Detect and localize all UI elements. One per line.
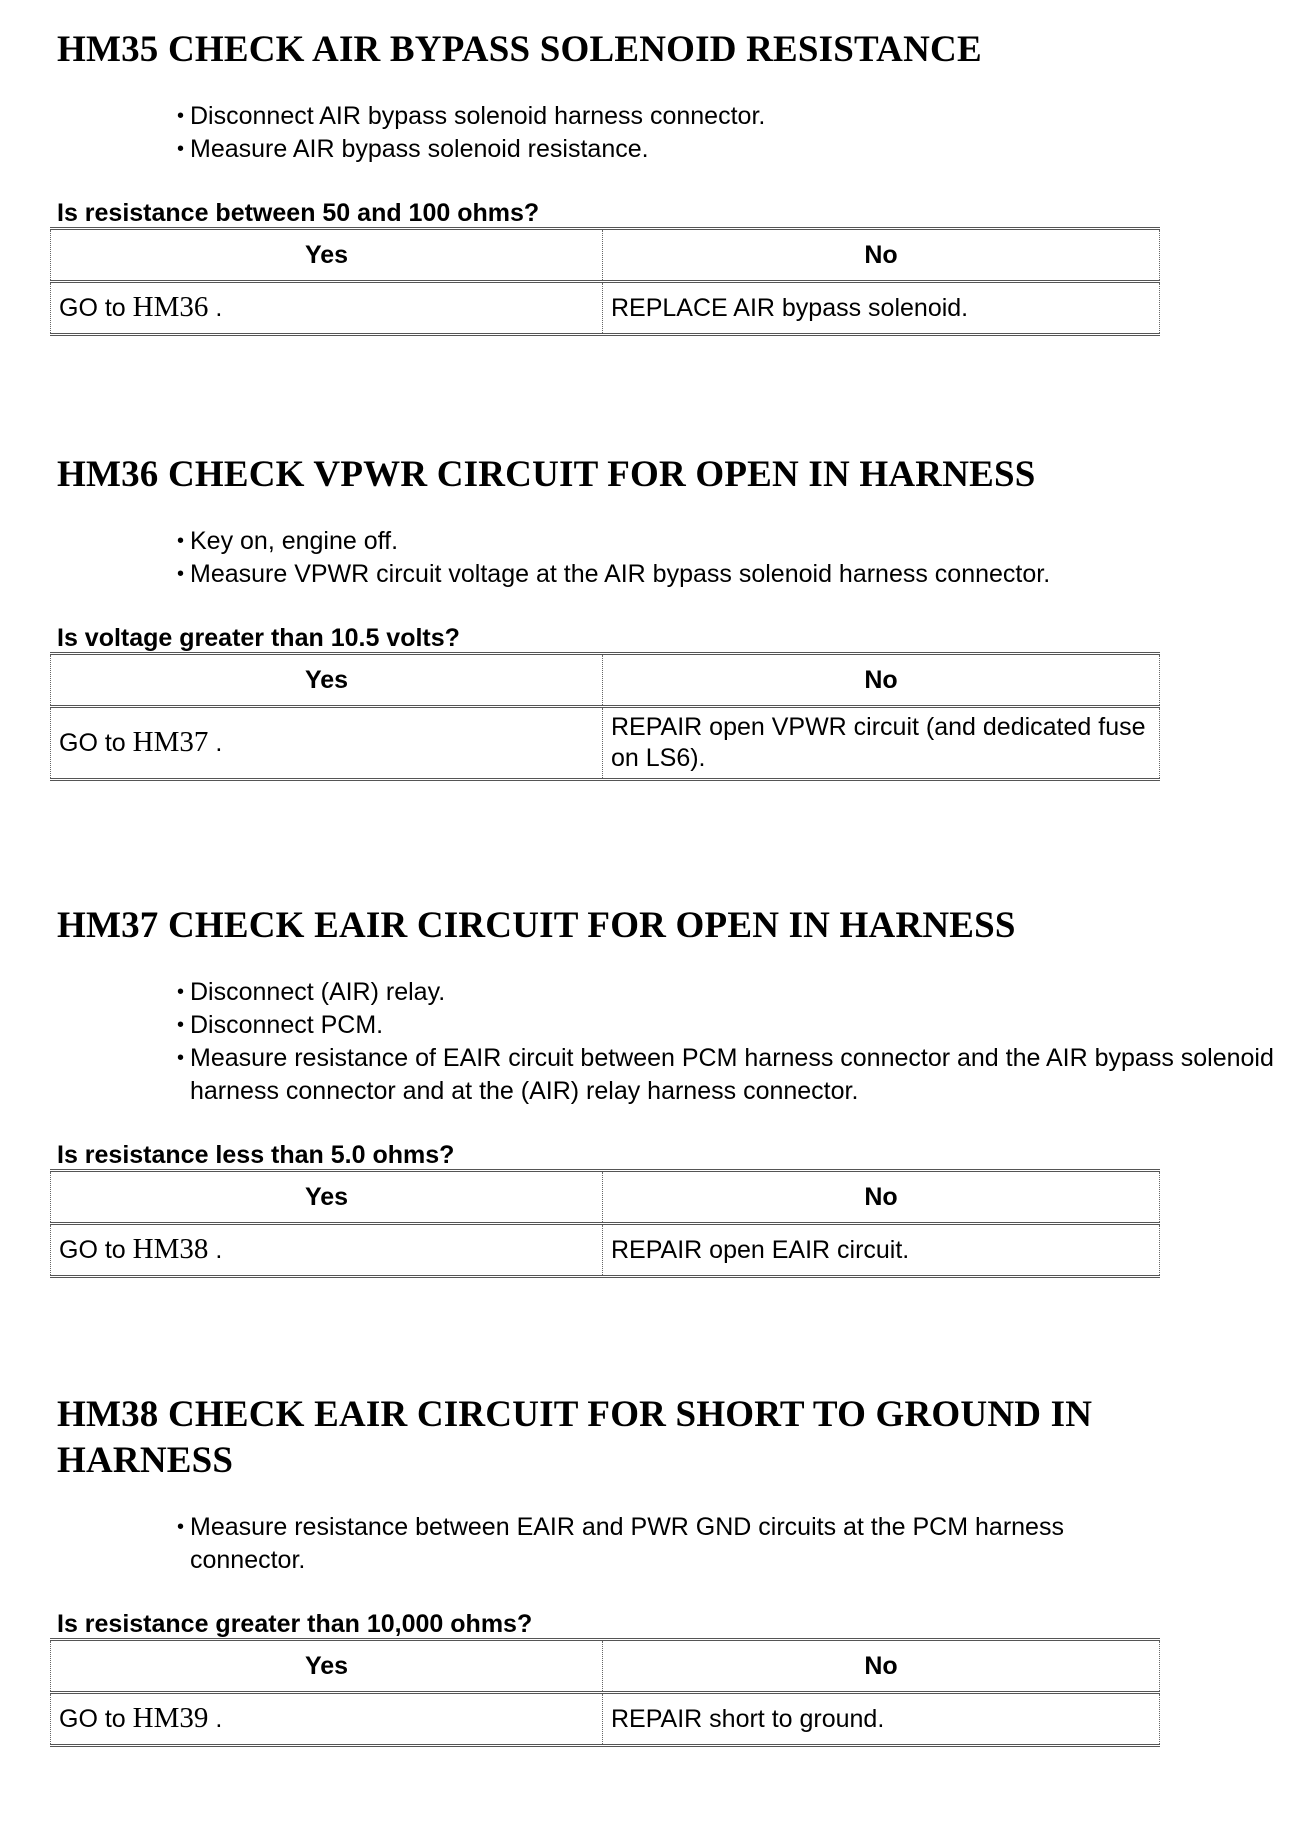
step-item: • Key on, engine off. xyxy=(157,525,1277,558)
bullet-icon: • xyxy=(177,563,185,585)
yes-no-table xyxy=(50,652,1160,781)
goto-step-link[interactable]: HM37 xyxy=(132,726,209,758)
no-header: No xyxy=(603,229,1160,282)
section-hm35 xyxy=(57,27,1277,336)
step-list xyxy=(57,1511,1277,1577)
step-item: • Disconnect AIR bypass solenoid harness connector. xyxy=(157,100,1277,133)
yes-header: Yes xyxy=(51,1171,603,1224)
question: Is voltage greater than 10.5 volts? xyxy=(57,624,460,652)
no-action: REPLACE AIR bypass solenoid. xyxy=(603,282,1160,335)
yes-action: GO to HM36 . xyxy=(51,282,603,335)
section-hm37 xyxy=(57,903,1277,1278)
section-title: HM35 CHECK AIR BYPASS SOLENOID RESISTANCE xyxy=(57,29,982,70)
question: Is resistance greater than 10,000 ohms? xyxy=(57,1610,533,1638)
goto-step-link[interactable]: HM36 xyxy=(132,291,209,323)
question: Is resistance less than 5.0 ohms? xyxy=(57,1141,455,1169)
yes-no-table xyxy=(50,1169,1160,1278)
bullet-icon: • xyxy=(177,138,185,160)
no-action: REPAIR open EAIR circuit. xyxy=(603,1224,1160,1277)
section-hm38 xyxy=(57,1392,1277,1747)
step-item: • Disconnect (AIR) relay. xyxy=(157,976,1277,1009)
bullet-icon: • xyxy=(177,981,185,1003)
bullet-icon: • xyxy=(177,105,185,127)
step-list xyxy=(57,100,1277,166)
goto-step-link[interactable]: HM38 xyxy=(132,1233,209,1265)
section-title: HM38 CHECK EAIR CIRCUIT FOR SHORT TO GROUND IN HARNESS xyxy=(57,1394,1093,1481)
step-item: • Measure resistance of EAIR circuit between PCM harness connector and the AIR bypass solenoid harness connector and at the (AIR) relay harness connector. xyxy=(177,1044,1274,1105)
section-title: HM36 CHECK VPWR CIRCUIT FOR OPEN IN HARNESS xyxy=(57,454,1036,495)
section-title: HM37 CHECK EAIR CIRCUIT FOR OPEN IN HARNESS xyxy=(57,905,1016,946)
step-item: • Measure AIR bypass solenoid resistance. xyxy=(157,133,1277,166)
step-item: • Measure resistance between EAIR and PWR GND circuits at the PCM harness connector. xyxy=(177,1513,1064,1574)
yes-header: Yes xyxy=(51,229,603,282)
yes-action: GO to HM38 . xyxy=(51,1224,603,1277)
yes-no-table xyxy=(50,227,1160,336)
no-header: No xyxy=(603,654,1160,707)
bullet-icon: • xyxy=(177,1014,185,1036)
no-action: REPAIR short to ground. xyxy=(603,1693,1160,1746)
question: Is resistance between 50 and 100 ohms? xyxy=(57,199,540,227)
yes-header: Yes xyxy=(51,654,603,707)
step-list xyxy=(57,976,1277,1108)
section-hm36 xyxy=(57,452,1277,781)
no-action: REPAIR open VPWR circuit (and dedicated fuse on LS6). xyxy=(603,707,1160,780)
yes-no-table xyxy=(50,1638,1160,1747)
goto-step-link[interactable]: HM39 xyxy=(132,1702,209,1734)
no-header: No xyxy=(603,1171,1160,1224)
yes-header: Yes xyxy=(51,1640,603,1693)
step-item: • Measure VPWR circuit voltage at the AIR bypass solenoid harness connector. xyxy=(157,558,1277,591)
bullet-icon: • xyxy=(177,1516,185,1538)
bullet-icon: • xyxy=(177,530,185,552)
no-header: No xyxy=(603,1640,1160,1693)
step-item: • Disconnect PCM. xyxy=(157,1009,1277,1042)
step-list xyxy=(57,525,1277,591)
bullet-icon: • xyxy=(177,1047,185,1069)
yes-action: GO to HM39 . xyxy=(51,1693,603,1746)
yes-action: GO to HM37 . xyxy=(51,707,603,780)
